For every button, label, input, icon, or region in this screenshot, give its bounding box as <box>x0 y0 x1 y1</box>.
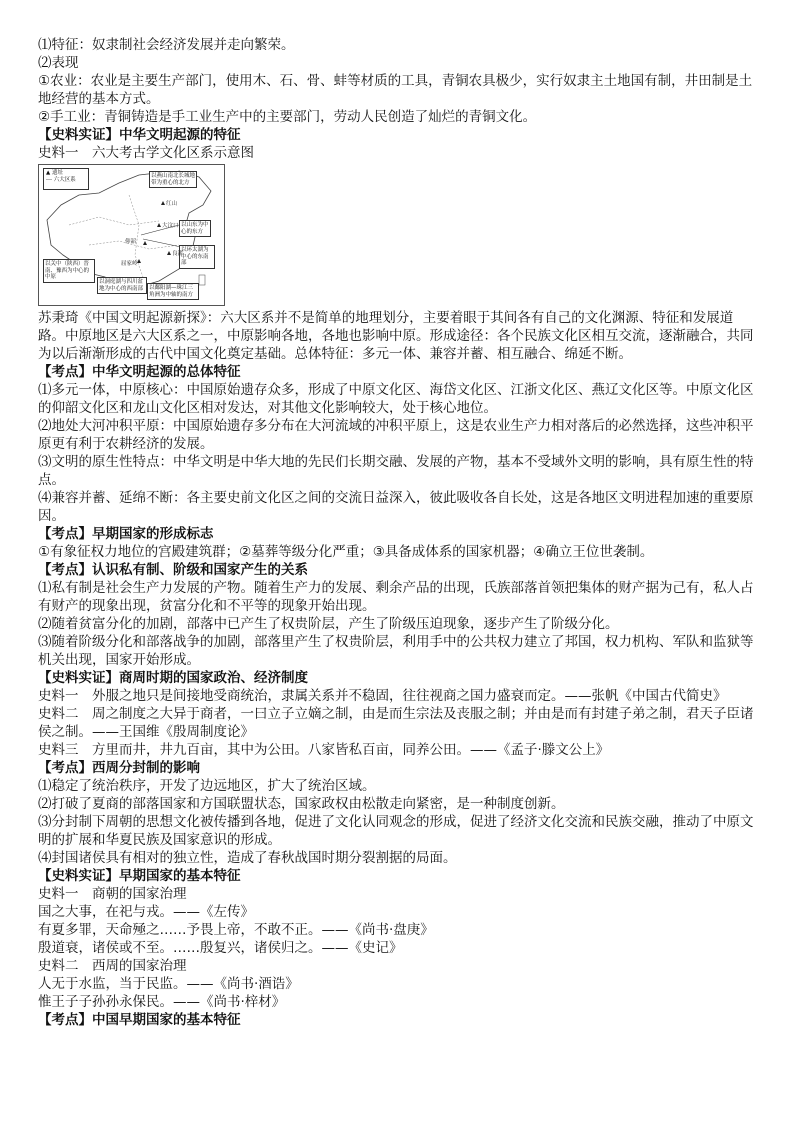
source-item: 史料二 周之制度之大异于商者，一曰立子立嫡之制，由是而生宗法及丧服之制；并由是而有封建子弟之制，君天子臣诸侯之制。——王国维《殷周制度论》 <box>38 706 754 740</box>
map-legend <box>43 168 89 190</box>
section-heading: 【史料实证】商周时期的国家政治、经济制度 <box>38 670 308 686</box>
list-item: ⑵打破了夏商的部落国家和方国联盟状态，国家政权由松散走向紧密，是一种制度创新。 <box>38 796 565 812</box>
list-item: ⑴私有制是社会生产力发展的产物。随着生产力的发展、剩余产品的出现，氏族部落首领把集体的财产据为己有，私人占有财产的现象出现，贫富分化和不平等的现象开始出现。 <box>38 580 754 614</box>
site-label: 大汶口 <box>162 223 179 229</box>
map-caption: 史料一 六大考古学文化区系示意图 <box>38 145 254 161</box>
legend-item: ▲ 遗址 <box>46 170 63 176</box>
list-item: ⑶随着阶级分化和部落战争的加剧，部落里产生了权贵阶层，利用手中的公共权力建立了邦国，权力机构、军队和监狱等机关出现，国家开始形成。 <box>38 634 754 668</box>
section-heading: 【史料实证】早期国家的基本特征 <box>38 868 241 884</box>
region-label-south: 以鄱阳湖—珠江三角洲为中轴的南方 <box>147 283 199 300</box>
site-label: 良渚 <box>172 251 184 257</box>
section-heading: 【考点】中华文明起源的总体特征 <box>38 364 241 380</box>
list-item: ⑵地处大河冲积平原：中国原始遗存多分布在大河流域的冲积平原上，这是农业生产力相对落后的必然选择，这些冲积平原更有利于农耕经济的发展。 <box>38 418 754 452</box>
source-item: 史料三 方里而井，井九百亩，其中为公田。八家皆私百亩，同养公田。——《孟子·滕文公上》 <box>38 742 610 758</box>
section-heading: 【考点】早期国家的形成标志 <box>38 526 214 542</box>
source-item: 国之大事，在祀与戎。——《左传》 <box>38 904 254 920</box>
text-line: ①农业：农业是主要生产部门，使用木、石、骨、蚌等材质的工具，青铜农具极少，实行奴隶主土地国有制，井田制是土地经营的基本方式。 <box>38 73 753 107</box>
document-page <box>38 36 758 1029</box>
culture-region-map <box>38 164 225 306</box>
source-item: 史料一 外服之地只是间接地受商统治，隶属关系并不稳固，往往视商之国力盛衰而定。——张帆《中国古代简史》 <box>38 688 727 704</box>
source-item: 惟王子子孙孙永保民。——《尚书·梓材》 <box>38 994 286 1010</box>
list-item: ⑴多元一体，中原核心：中国原始遗存众多，形成了中原文化区、海岱文化区、江浙文化区、燕辽文化区等。中原文化区的仰韶文化区和龙山文化区相对发达，对其他文化影响较大，处于核心地位。 <box>38 382 754 416</box>
region-label-southeast: 以环太湖为中心的东南部 <box>179 245 215 269</box>
source-item: 殷道衰，诸侯或不至。……殷复兴，诸侯归之。——《史记》 <box>38 940 403 956</box>
site-label: 红山 <box>166 201 178 207</box>
region-label-southwest: 以洞庭湖与四川盆地为中心的西南部 <box>97 277 147 294</box>
list-item: ⑶分封制下周朝的思想文化被传播到各地，促进了文化认同观念的形成，促进了经济文化交流和民族交融，推动了中原文明的扩展和华夏民族及国家意识的形成。 <box>38 814 754 848</box>
source-item: 史料一 商朝的国家治理 <box>38 886 187 902</box>
list-item: ⑴稳定了统治秩序，开发了边远地区，扩大了统治区域。 <box>38 778 376 794</box>
map-quote: 苏秉琦《中国文明起源新探》：六大区系并不是简单的地理划分，主要着眼于其间各有自己的文化渊源、特征和发展道路。中原地区是六大区系之一，中原影响各地，各地也影响中原。形成途径：各个民族文化区相互交流，逐渐融合，共同为以后渐渐形成的古代中国文化奠定基础。总体特征：多元一体、兼容并蓄、相互融合、绵延不断。 <box>38 310 754 362</box>
region-label-east: 以山东为中心的东方 <box>179 220 211 237</box>
section-heading: 【考点】中国早期国家的基本特征 <box>38 1012 241 1028</box>
site-label: 屈家岭 <box>121 261 138 267</box>
region-label-central: 以关中（陕西）晋南、豫西为中心的中原 <box>43 259 95 283</box>
section-heading: 【考点】西周分封制的影响 <box>38 760 200 776</box>
legend-item: --- 六大区系 <box>46 177 76 183</box>
source-item: 有夏多罪，天命殛之……予畏上帝，不敢不正。——《尚书·盘庚》 <box>38 922 434 938</box>
text-line: ②手工业：青铜铸造是手工业生产中的主要部门，劳动人民创造了灿烂的青铜文化。 <box>38 109 537 125</box>
site-label: 仰韶 <box>125 239 137 245</box>
source-item: 史料二 西周的国家治理 <box>38 958 187 974</box>
text-line: ⑵表现 <box>38 55 79 71</box>
list-item: ⑶文明的原生性特点：中华文明是中华大地的先民们长期交融、发展的产物，基本不受域外文明的影响，具有原生性的特点。 <box>38 454 754 488</box>
section-heading: 【史料实证】中华文明起源的特征 <box>38 127 241 143</box>
text-line: ⑴特征：奴隶制社会经济发展并走向繁荣。 <box>38 37 295 53</box>
region-label-north: 以燕山南北长城地带为重心的北方 <box>149 171 197 188</box>
list-item: ⑷兼容并蓄、延绵不断：各主要史前文化区之间的交流日益深入，彼此吸收各自长处，这是各地区文明进程加速的重要原因。 <box>38 490 754 524</box>
section-heading: 【考点】认识私有制、阶级和国家产生的关系 <box>38 562 308 578</box>
list-item: ⑵随着贫富分化的加剧，部落中已产生了权贵阶层，产生了阶级压迫现象，逐步产生了阶级分化。 <box>38 616 619 632</box>
source-item: 人无于水监，当于民监。——《尚书·酒诰》 <box>38 976 299 992</box>
list-item: ⑷封国诸侯具有相对的独立性，造成了春秋战国时期分裂割据的局面。 <box>38 850 457 866</box>
section-text: ①有象征权力地位的宫殿建筑群；②墓葬等级分化严重；③具备成体系的国家机器；④确立王位世袭制。 <box>38 544 654 560</box>
